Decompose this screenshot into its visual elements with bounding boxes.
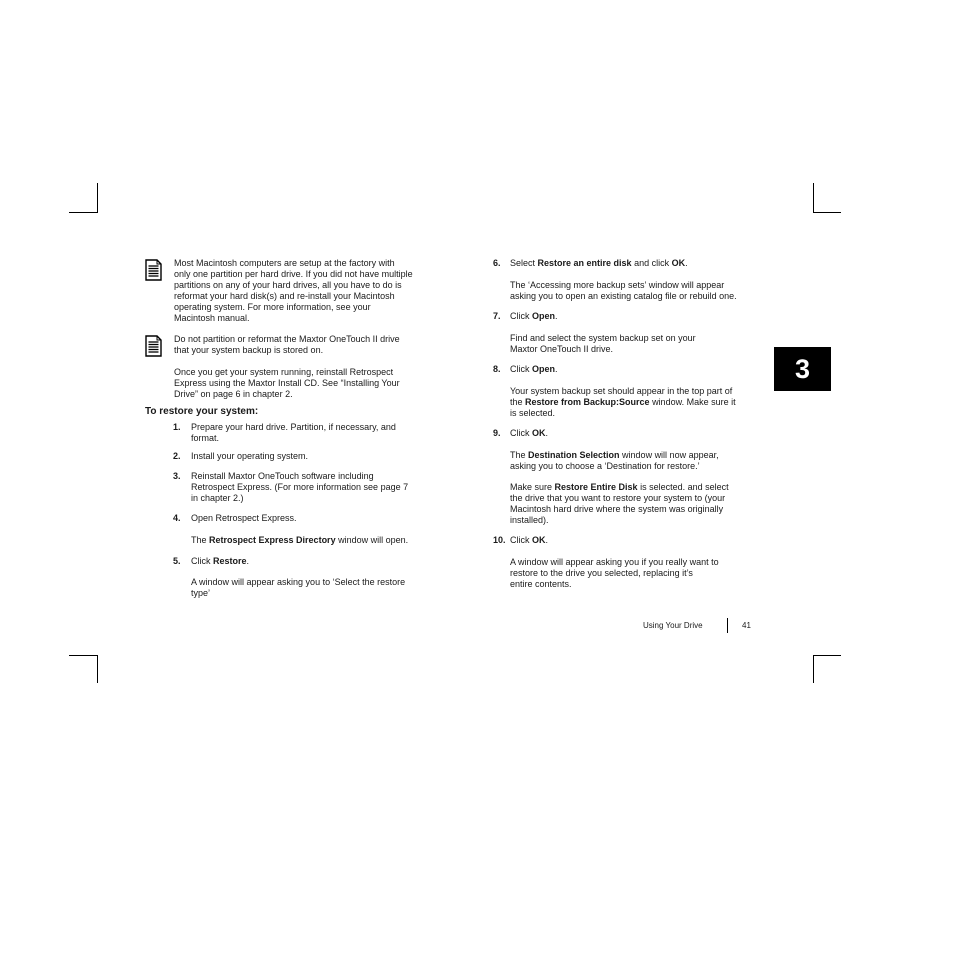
note-text: Most Macintosh computers are setup at the factory with only one partition per hard drive. If you did not have multiple partitions on any of your hard drives, all you have to do is reformat your hard disk(s) and re-install your Macintosh operating system. For more information, see your Macintosh manual.	[174, 258, 413, 323]
footer-divider	[727, 618, 728, 633]
crop-mark-bottom-right-h	[813, 655, 841, 656]
step-number: 10.	[493, 535, 506, 545]
page-number: 41	[742, 621, 751, 630]
intro-paragraph: Once you get your system running, reinstall Retrospect Express using the Maxtor Install CD. See “Installing Your Drive” on page 6 in chapter 2.	[174, 367, 400, 399]
step-text: Click Open.	[510, 311, 558, 321]
step-text: Click Open.	[510, 364, 558, 374]
step-number: 5.	[173, 556, 181, 566]
step-text: Reinstall Maxtor OneTouch software including Retrospect Express. (For more information see page 7 in chapter 2.)	[191, 471, 409, 503]
step-text: Click OK.	[510, 535, 549, 545]
step-text: Prepare your hard drive. Partition, if necessary, and format.	[191, 422, 396, 443]
step-detail: A window will appear asking you to ‘Select the restore type’	[191, 577, 406, 598]
step-detail: Your system backup set should appear in the top part of the Restore from Backup:Source window. Make sure it is selected.	[510, 386, 736, 418]
step-detail: The ‘Accessing more backup sets’ window will appear asking you to open an existing catalog file or rebuild one.	[510, 280, 737, 301]
step-text: Click OK.	[510, 428, 549, 438]
section-heading: To restore your system:	[145, 406, 259, 417]
step-detail: Make sure Restore Entire Disk is selected. and select the drive that you want to restore your system to (your Macintosh hard drive where the system was originally installed).	[510, 482, 729, 525]
step-number: 9.	[493, 428, 501, 438]
step-detail: A window will appear asking you if you really want to restore to the drive you selected, replacing it’s entire contents.	[510, 557, 719, 589]
step-number: 2.	[173, 451, 181, 461]
crop-mark-top-left-v	[97, 183, 98, 213]
step-number: 4.	[173, 513, 181, 523]
step-number: 6.	[493, 258, 501, 268]
crop-mark-top-right-v	[813, 183, 814, 213]
step-detail: The Retrospect Express Directory window will open.	[191, 535, 409, 545]
crop-mark-top-right-h	[813, 212, 841, 213]
step-number: 7.	[493, 311, 501, 321]
step-number: 1.	[173, 422, 181, 432]
crop-mark-top-left-h	[69, 212, 98, 213]
step-detail: Find and select the system backup set on your Maxtor OneTouch II drive.	[510, 333, 696, 354]
note-icon	[145, 259, 162, 281]
step-number: 3.	[173, 471, 181, 481]
warning-note-text: Do not partition or reformat the Maxtor OneTouch II drive that your system backup is stored on.	[174, 334, 400, 355]
step-text: Open Retrospect Express.	[191, 513, 297, 523]
step-text: Select Restore an entire disk and click OK.	[510, 258, 688, 268]
crop-mark-bottom-left-v	[97, 655, 98, 683]
note-icon	[145, 335, 162, 357]
step-number: 8.	[493, 364, 501, 374]
footer-section-title: Using Your Drive	[643, 621, 703, 630]
chapter-tab: 3	[774, 347, 831, 391]
crop-mark-bottom-left-h	[69, 655, 98, 656]
step-detail: The Destination Selection window will now appear, asking you to choose a ‘Destination for restore.’	[510, 450, 719, 471]
step-text: Install your operating system.	[191, 451, 309, 461]
step-text: Click Restore.	[191, 556, 250, 566]
crop-mark-bottom-right-v	[813, 655, 814, 683]
